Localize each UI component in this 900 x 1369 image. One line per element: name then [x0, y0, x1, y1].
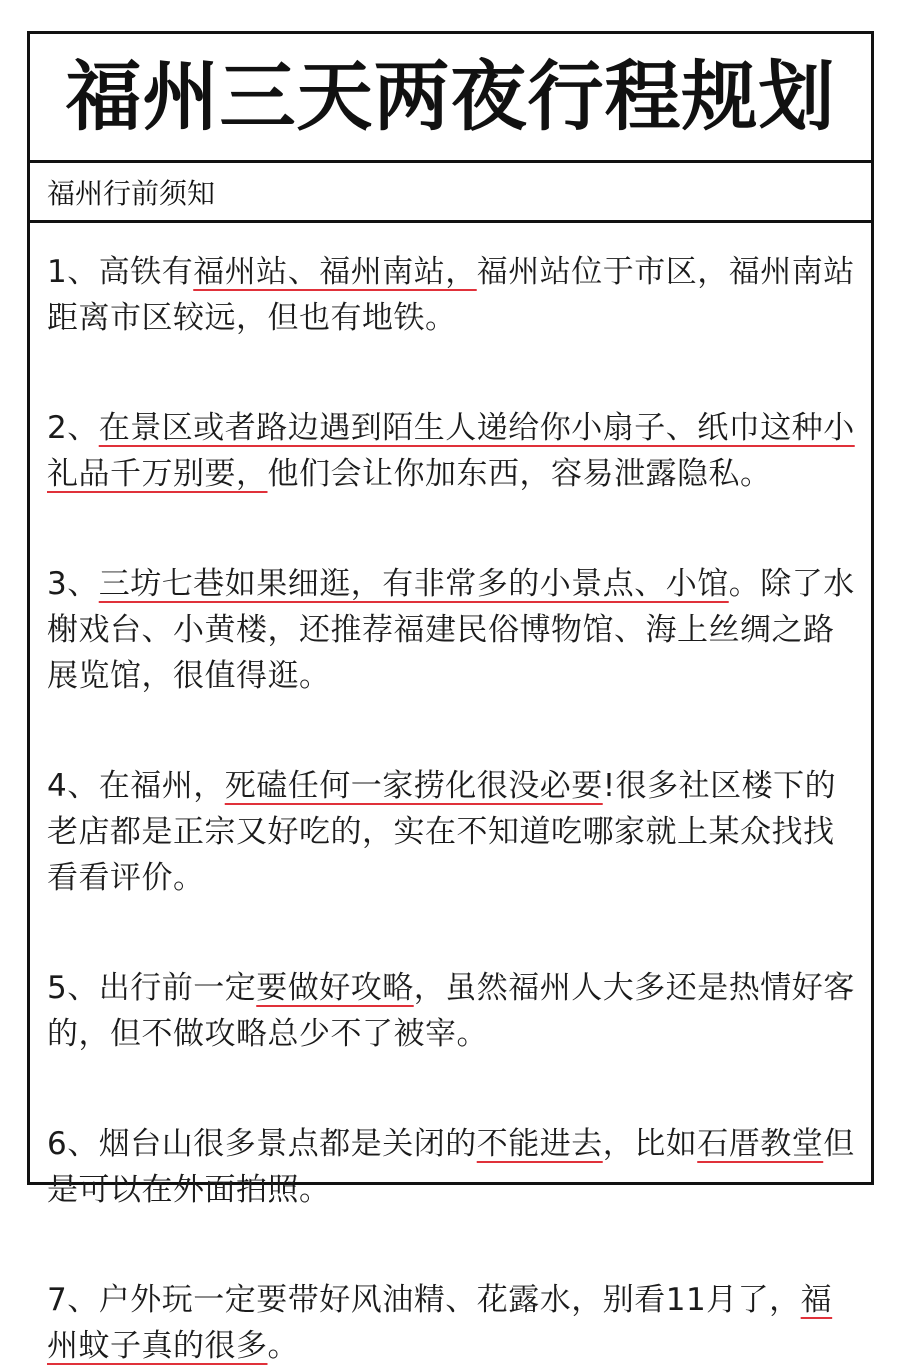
tip-text: 7、户外玩一定要带好风油精、花露水，别看11月了，	[47, 1282, 801, 1318]
tip-text: ，比如	[602, 1126, 698, 1162]
highlighted-text: 不能进去	[476, 1126, 603, 1162]
content-frame	[27, 31, 874, 1364]
tip-item	[47, 249, 855, 341]
highlighted-text: 福州蚊子真的很多	[47, 1282, 833, 1364]
highlighted-text: 死磕任何一家捞化很没必要	[224, 768, 603, 804]
tip-item	[47, 405, 855, 497]
highlighted-text: 福州站、福州南站，	[193, 254, 477, 290]
tip-text: 他们会让你加东西，容易泄露隐私。	[267, 456, 772, 492]
tip-text: 2、	[47, 410, 99, 446]
tip-text: 。	[267, 1328, 299, 1364]
highlighted-text: 在景区或者路边遇到陌生人递给你小扇子、纸巾这种小礼品千万别要，	[47, 410, 855, 492]
page-title: 福州三天两夜行程规划	[65, 52, 836, 141]
tip-text: 1、高铁有	[47, 254, 194, 290]
tip-text: 。除了水榭戏台、小黄楼，还推荐福建民俗博物馆、海上丝绸之路展览馆，很值得逛。	[47, 566, 855, 694]
highlighted-text: 石厝教堂	[697, 1126, 824, 1162]
tips-list	[30, 223, 871, 1369]
tip-item	[47, 561, 855, 699]
tip-text: 6、烟台山很多景点都是关闭的	[47, 1126, 477, 1162]
highlighted-text: 三坊七巷如果细逛，有非常多的小景点、小馆	[98, 566, 729, 602]
tip-text: ，虽然福州人大多还是热情好客的，但不做攻略总少不了被宰。	[47, 970, 855, 1052]
tip-item	[47, 1121, 855, 1213]
subtitle-row	[30, 163, 871, 223]
tip-item	[47, 1277, 855, 1369]
tip-item	[47, 965, 855, 1057]
tip-text: 但是可以在外面拍照。	[47, 1126, 855, 1208]
title-row	[30, 34, 871, 163]
tip-text: !很多社区楼下的老店都是正宗又好吃的，实在不知道吃哪家就上某众找找看看评价。	[47, 768, 837, 896]
tip-text: 3、	[47, 566, 99, 602]
tip-text: 4、在福州，	[47, 768, 225, 804]
tip-text: 福州站位于市区，福州南站距离市区较远，但也有地铁。	[47, 254, 855, 336]
highlighted-text: 要做好攻略	[256, 970, 414, 1006]
section-subtitle: 福州行前须知	[47, 176, 216, 210]
tip-item	[47, 763, 855, 901]
tip-text: 5、出行前一定	[47, 970, 257, 1006]
